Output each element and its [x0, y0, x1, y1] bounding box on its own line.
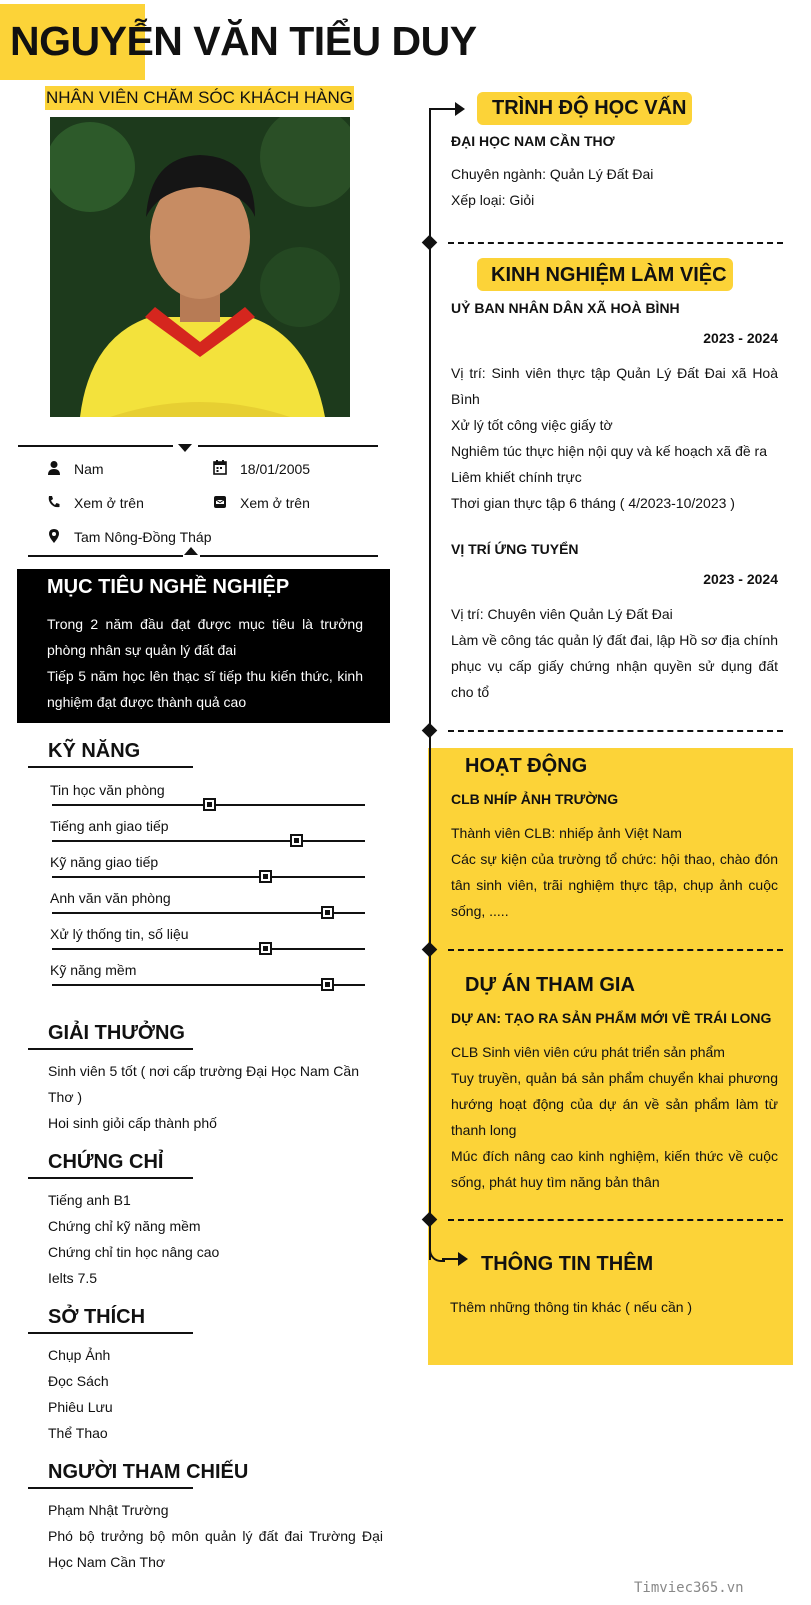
experience-line: Nghiêm túc thực hiện nội quy và kế hoạch xã đề ra	[451, 443, 767, 459]
skill-label: Kỹ năng mềm	[50, 962, 137, 978]
projects-title: DỰ ÁN THAM GIA	[465, 974, 635, 996]
activities-details	[451, 820, 778, 924]
objective-line: Tiếp 5 năm học lên thạc sĩ tiếp thu kiến thức, kinh nghiệm đạt được thành quả cao	[47, 668, 363, 710]
career-objective-box	[17, 569, 390, 723]
skill-slider-track	[52, 876, 365, 878]
calendar-icon	[213, 459, 227, 480]
skill-slider-track	[52, 912, 365, 914]
dashed-divider	[448, 949, 783, 951]
dob-value: 18/01/2005	[240, 461, 311, 477]
divider-line	[198, 445, 378, 447]
hobby-item: Phiêu Lưu	[48, 1399, 113, 1415]
skill-level-knob	[203, 798, 216, 811]
reference-name: Phạm Nhật Trường	[48, 1502, 169, 1518]
caret-down-icon	[178, 444, 192, 452]
email-value: Xem ở trên	[240, 495, 310, 511]
references-title: NGƯỜI THAM CHIẾU	[48, 1461, 249, 1483]
skill-slider-track	[52, 840, 365, 842]
section-underline	[28, 1048, 193, 1050]
education-details	[451, 161, 778, 213]
certificate-item: Chứng chỉ tin học nâng cao	[48, 1244, 220, 1260]
references-list	[48, 1497, 383, 1575]
section-underline	[28, 1487, 193, 1489]
gender-value: Nam	[74, 461, 104, 477]
experience-line: Thơi gian thực tập 6 tháng ( 4/2023-10/2023 )	[451, 495, 735, 511]
certificate-item: Chứng chỉ kỹ năng mềm	[48, 1218, 201, 1234]
candidate-name: NGUYỄN VĂN TIỂU DUY	[10, 18, 477, 64]
phone-icon	[47, 494, 61, 515]
experience-org: UỶ BAN NHÂN DÂN XÃ HOÀ BÌNH	[451, 300, 680, 316]
certificates-title: CHỨNG CHỈ	[48, 1151, 164, 1173]
objective-title: MỤC TIÊU NGHỀ NGHIỆP	[47, 576, 290, 598]
experience-year: 2023 - 2024	[703, 330, 778, 346]
timeline-node	[422, 235, 438, 251]
school-name: ĐẠI HỌC NAM CẦN THƠ	[451, 133, 615, 149]
address-value: Tam Nông-Đồng Tháp	[74, 529, 212, 545]
award-item: Sinh viên 5 tốt ( nơi cấp trường Đại Học Nam Cần Thơ )	[48, 1063, 359, 1105]
hobby-item: Đọc Sách	[48, 1373, 109, 1389]
skill-level-knob	[259, 870, 272, 883]
applied-position-year: 2023 - 2024	[703, 571, 778, 587]
project-line: CLB Sinh viên viên cứu phát triển sản phẩm	[451, 1044, 725, 1060]
phone-value: Xem ở trên	[74, 495, 144, 511]
project-details	[451, 1039, 778, 1195]
education-line: Chuyên ngành: Quản Lý Đất Đai	[451, 166, 654, 182]
certificates-list	[48, 1187, 383, 1291]
project-name: DỰ AN: TẠO RA SẢN PHẨM MỚI VỀ TRÁI LONG	[451, 1010, 772, 1026]
applied-position-heading: VỊ TRÍ ỨNG TUYỂN	[451, 541, 579, 557]
dashed-divider	[448, 242, 783, 244]
skill-label: Anh văn văn phòng	[50, 890, 171, 906]
project-line: Tuy truyền, quản bá sản phẩm chuyển khai phương hướng hoạt động của dự án về sản phẩm làm từ thanh long	[451, 1070, 778, 1138]
applied-position-line: Làm về công tác quản lý đất đai, lập Hồ sơ địa chính phục vụ cấp giấy chứng nhận quyền sử dụng đất cho tổ	[451, 632, 778, 700]
location-pin-icon	[47, 528, 61, 549]
watermark-text: Timviec365.vn	[634, 1580, 744, 1596]
applied-position-line: Vị trí: Chuyên viên Quản Lý Đất Đai	[451, 606, 673, 622]
experience-line: Liêm khiết chính trực	[451, 469, 582, 485]
skills-title: KỸ NĂNG	[48, 740, 141, 762]
email-icon	[213, 494, 227, 515]
skill-label: Tiếng anh giao tiếp	[50, 818, 169, 834]
section-underline	[28, 1332, 193, 1334]
profile-photo	[50, 117, 350, 417]
skill-level-knob	[290, 834, 303, 847]
skill-level-knob	[321, 978, 334, 991]
dashed-divider	[448, 1219, 783, 1221]
education-line: Xếp loại: Giỏi	[451, 192, 535, 208]
hobbies-list	[48, 1342, 383, 1446]
reference-detail: Phó bộ trưởng bộ môn quản lý đất đai Trường Đại Học Nam Cần Thơ	[48, 1528, 383, 1570]
timeline-node	[422, 723, 438, 739]
hobby-item: Chụp Ảnh	[48, 1347, 111, 1363]
awards-list	[48, 1058, 383, 1136]
objective-text	[47, 611, 363, 715]
divider-line	[28, 555, 183, 557]
hobbies-title: SỞ THÍCH	[48, 1306, 146, 1328]
hobby-item: Thể Thao	[48, 1425, 108, 1441]
timeline-line	[429, 108, 431, 1260]
awards-title: GIẢI THƯỞNG	[48, 1022, 185, 1044]
award-item: Hoi sinh giỏi cấp thành phố	[48, 1115, 217, 1131]
skill-level-knob	[321, 906, 334, 919]
activities-title: HOẠT ĐỘNG	[465, 755, 588, 777]
skill-level-knob	[259, 942, 272, 955]
experience-line: Xử lý tốt công việc giấy tờ	[451, 417, 613, 433]
skill-label: Xử lý thống tin, số liệu	[50, 926, 189, 942]
activities-org: CLB NHÍP ẢNH TRƯỜNG	[451, 791, 619, 807]
applied-position-details	[451, 601, 778, 705]
extra-info-title: THÔNG TIN THÊM	[481, 1253, 654, 1275]
education-title: TRÌNH ĐỘ HỌC VẤN	[492, 97, 687, 119]
project-line: Múc đích nâng cao kinh nghiệm, kiến thức về cuộc sống, phát huy tìm năng bản thân	[451, 1148, 778, 1190]
timeline-top-branch	[429, 108, 455, 110]
activity-line: Thành viên CLB: nhiếp ảnh Việt Nam	[451, 825, 682, 841]
caret-up-icon	[184, 547, 198, 555]
section-underline	[28, 766, 193, 768]
divider-line	[200, 555, 378, 557]
certificate-item: Tiếng anh B1	[48, 1192, 131, 1208]
arrow-right-icon	[455, 102, 465, 116]
divider-line	[18, 445, 173, 447]
user-icon	[47, 460, 61, 481]
skill-slider-track	[52, 948, 365, 950]
skill-slider-track	[52, 984, 365, 986]
objective-line: Trong 2 năm đầu đạt được mục tiêu là trưởng phòng nhân sự quản lý đất đai	[47, 616, 363, 658]
skill-label: Kỹ năng giao tiếp	[50, 854, 159, 870]
certificate-item: Ielts 7.5	[48, 1270, 98, 1286]
arrow-right-icon	[458, 1252, 468, 1266]
section-underline	[28, 1177, 193, 1179]
experience-details	[451, 360, 778, 516]
extra-info-text: Thêm những thông tin khác ( nếu cần )	[450, 1299, 693, 1315]
skill-label: Tin học văn phòng	[50, 782, 165, 798]
activity-line: Các sự kiện của trường tổ chức: hội thao, chào đón tân sinh viên, trãi nghiệm thực tập, chụp ảnh cuộc sống, .....	[451, 851, 778, 919]
experience-title: KINH NGHIỆM LÀM VIỆC	[491, 264, 727, 286]
dashed-divider	[448, 730, 783, 732]
experience-line: Vị trí: Sinh viên thực tập Quản Lý Đất Đai xã Hoà Bình	[451, 365, 778, 407]
job-title: NHÂN VIÊN CHĂM SÓC KHÁCH HÀNG	[45, 86, 354, 110]
